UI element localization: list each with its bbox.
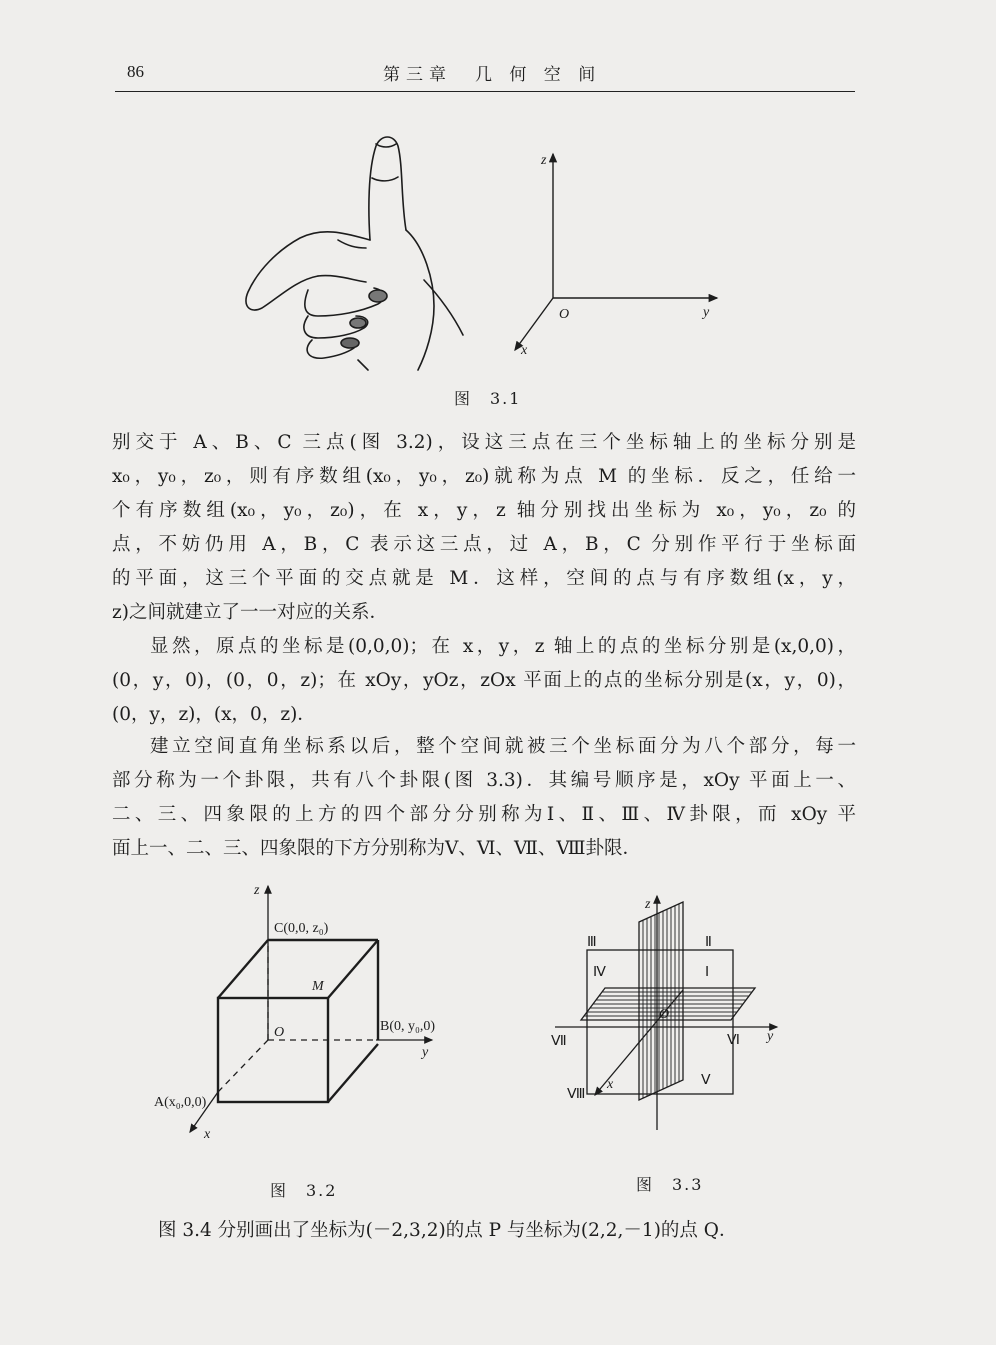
chapter-title: 第三章 几 何 空 间: [383, 65, 602, 85]
origin-label: O: [659, 1007, 670, 1022]
figure-3-3-octants-diagram: [545, 890, 790, 1140]
paragraph-line: 显然，原点的坐标是(0,0,0)；在 x，y，z 轴上的点的坐标分别是(x,0,0)，: [150, 636, 856, 657]
page-number: 86: [127, 62, 144, 81]
figure-3-2-cube-diagram: [150, 880, 450, 1145]
origin-label: O: [274, 1025, 285, 1040]
x-axis-label: x: [521, 343, 528, 358]
paragraph-2: [112, 630, 856, 732]
figure-3-1-hand-illustration: [238, 130, 488, 375]
point-c-label: C(0,0, z₀): [274, 921, 329, 936]
paragraph-line: 的平面，这三个平面的交点就是 M．这样，空间的点与有序数组(x，y，: [112, 568, 856, 589]
octant-ii-label: Ⅱ: [705, 935, 712, 950]
page-header: [115, 60, 855, 94]
paragraph-line: 点，不妨仍用 A，B，C 表示这三点，过 A，B，C 分别作平行于坐标面: [112, 534, 856, 555]
octant-i-label: Ⅰ: [705, 965, 710, 980]
figure-3-1-caption: 图 3.1: [454, 389, 522, 408]
x-axis-label: x: [204, 1127, 211, 1142]
figure-3-3-caption: 图 3.3: [636, 1175, 704, 1194]
paragraph-line: 部分称为一个卦限，共有八个卦限(图 3.3)．其编号顺序是，xOy 平面上一、: [112, 770, 856, 791]
paragraph-line: 个有序数组(x₀，y₀，z₀)，在 x，y，z 轴分别找出坐标为 x₀，y₀，z₀ 的: [112, 500, 856, 521]
figure-3-1-axes: [505, 148, 725, 363]
octant-iv-label: Ⅳ: [593, 965, 606, 980]
x-axis-label: x: [607, 1077, 614, 1092]
y-axis-label: y: [767, 1029, 774, 1044]
octant-vii-label: Ⅶ: [551, 1034, 567, 1049]
paragraph-line: (0，y，z)，(x，0，z)．: [112, 704, 316, 725]
paragraph-line: 建立空间直角坐标系以后，整个空间就被三个坐标面分为八个部分，每一: [150, 736, 856, 757]
figure-3-2-caption: 图 3.2: [270, 1181, 338, 1200]
paragraph-line: x₀，y₀，z₀，则有序数组(x₀，y₀，z₀)就称为点 M 的坐标．反之，任给一: [112, 466, 856, 487]
octant-v-label: Ⅴ: [701, 1073, 711, 1088]
point-b-label: B(0, y₀,0): [380, 1019, 436, 1034]
paragraph-line: 二、三、四象限的上方的四个部分分别称为Ⅰ、Ⅱ、Ⅲ、Ⅳ卦限，而 xOy 平: [112, 804, 856, 825]
paragraph-line: 图 3.4 分别画出了坐标为(－2,3,2)的点 P 与坐标为(2,2,－1)的点 Q．: [158, 1220, 738, 1241]
z-axis-label: z: [254, 883, 260, 898]
paragraph-line: 别交于 A、B、C 三点(图 3.2)，设这三点在三个坐标轴上的坐标分别是: [112, 432, 856, 453]
paragraph-3: [112, 730, 856, 866]
octant-iii-label: Ⅲ: [587, 935, 597, 950]
octant-viii-label: Ⅷ: [567, 1087, 586, 1102]
y-axis-label: y: [703, 305, 710, 320]
paragraph-line: z)之间就建立了一一对应的关系．: [112, 602, 388, 623]
closing-paragraph: [158, 1214, 858, 1248]
header-rule: [115, 91, 855, 92]
z-axis-label: z: [645, 897, 651, 912]
y-axis-label: y: [422, 1045, 429, 1060]
point-a-label: A(x₀,0,0): [154, 1095, 207, 1110]
point-m-label: M: [312, 979, 324, 994]
origin-label: O: [559, 307, 570, 322]
paragraph-line: 面上一、二、三、四象限的下方分别称为Ⅴ、Ⅵ、Ⅶ、Ⅷ卦限．: [112, 838, 641, 859]
octant-vi-label: Ⅵ: [727, 1033, 740, 1048]
paragraph-1: [112, 426, 856, 630]
z-axis-label: z: [541, 153, 547, 168]
paragraph-line: (0，y，0)，(0，0，z)；在 xOy，yOz，zOx 平面上的点的坐标分别是(x，y，0)，: [112, 670, 856, 691]
